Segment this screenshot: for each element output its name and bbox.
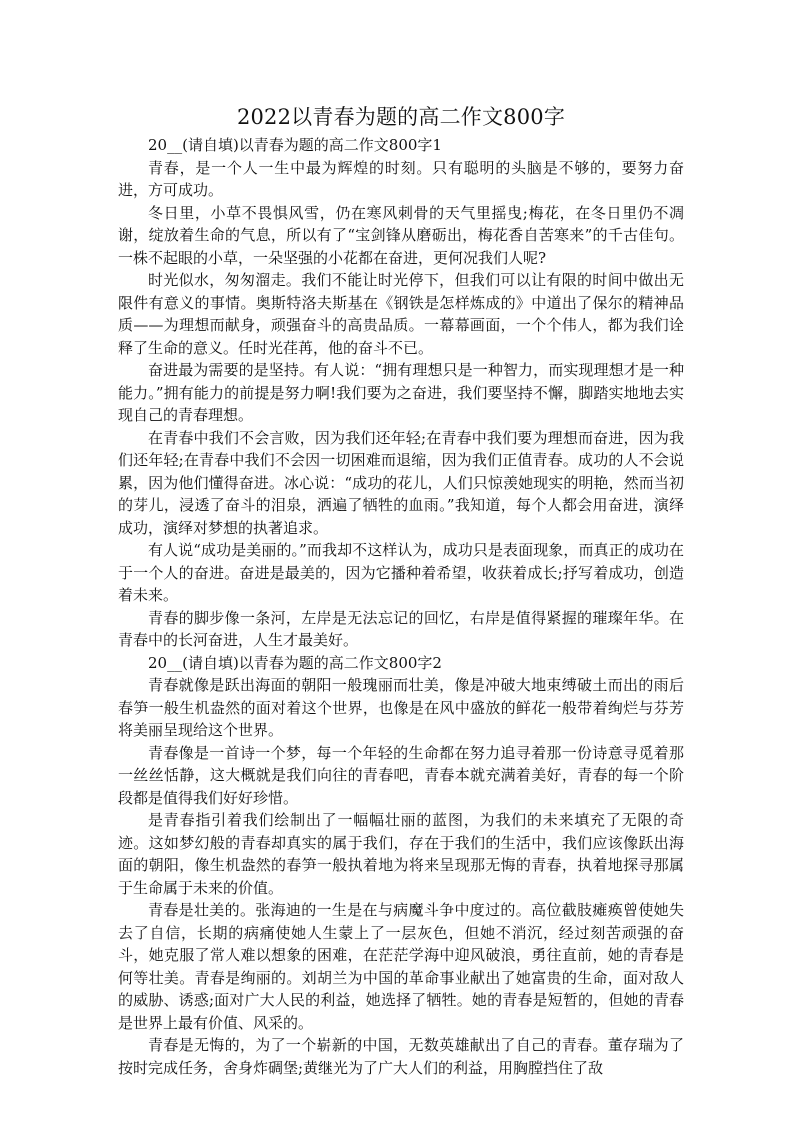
paragraph: 青春的脚步像一条河，左岸是无法忘记的回忆，右岸是值得紧握的璀璨年华。在青春中的长河奋进，人生才最美好。 <box>118 608 684 649</box>
paragraph: 是青春指引着我们绘制出了一幅幅壮丽的蓝图，为我们的未来填充了无限的奇迹。这如梦幻般的青春却真实的属于我们，存在于我们的生活中，我们应该像跃出海面的朝阳，像生机盎然的春笋一般执着地为将来呈现那无悔的青春，执着地探寻那属于生命属于未来的价值。 <box>118 811 684 897</box>
paragraph: 在青春中我们不会言败，因为我们还年轻;在青春中我们要为理想而奋进，因为我们还年轻;在青春中我们不会因一切困难而退缩，因为我们正值青春。成功的人不会说累，因为他们懂得奋进。冰心说：“成功的花儿，人们只惊羡她现实的明艳，然而当初的芽儿，浸透了奋斗的泪泉，洒遍了牺牲的血雨。”我知道，每个人都会用奋进，演绎成功，演绎对梦想的执著追求。 <box>118 428 684 537</box>
document-page <box>118 100 684 1079</box>
paragraph: 青春是无悔的，为了一个崭新的中国，无数英雄献出了自己的青春。董存瑞为了按时完成任务，舍身炸碉堡;黄继光为了广大人们的利益，用胸膛挡住了敌 <box>118 1036 684 1077</box>
paragraph: 青春就像是跃出海面的朝阳一般瑰丽而壮美，像是冲破大地束缚破土而出的雨后春笋一般生机盎然的面对着这个世界，也像是在风中盛放的鲜花一般带着绚烂与芬芳将美丽呈现给这个世界。 <box>118 676 684 739</box>
section-heading: 20__(请自填)以青春为题的高二作文800字2 <box>148 653 442 672</box>
paragraph: 青春是壮美的。张海迪的一生是在与病魔斗争中度过的。高位截肢瘫痪曾使她失去了自信，长期的病痛使她人生蒙上了一层灰色，但她不消沉，经过刻苦顽强的奋斗，她克服了常人难以想象的困难，在茫茫学海中迎风破浪，勇往直前，她的青春是何等壮美。青春是绚丽的。刘胡兰为中国的革命事业献出了她富贵的生命，面对敌人的威胁、诱惑;面对广大人民的利益，她选择了牺牲。她的青春是短暂的，但她的青春是世界上最有价值、风采的。 <box>118 901 684 1032</box>
essay-section-2 <box>118 652 684 1080</box>
section-heading: 20__(请自填)以青春为题的高二作文800字1 <box>148 136 442 154</box>
essay-section-1 <box>118 134 684 652</box>
paragraph: 冬日里，小草不畏惧风雪，仍在寒风刺骨的天气里摇曳;梅花，在冬日里仍不凋谢，绽放着生命的气息，所以有了“宝剑锋从磨砺出，梅花香自苦寒来”的千古佳句。一株不起眼的小草，一朵坚强的小花都在奋进，更何况我们人呢? <box>118 203 684 267</box>
paragraph: 青春，是一个人一生中最为辉煌的时刻。只有聪明的头脑是不够的，要努力奋进，方可成功。 <box>118 158 684 199</box>
paragraph: 青春像是一首诗一个梦，每一个年轻的生命都在努力追寻着那一份诗意寻觅着那一丝丝恬静，这大概就是我们向往的青春吧，青春本就充满着美好，青春的每一个阶段都是值得我们好好珍惜。 <box>118 743 684 807</box>
paragraph: 奋进最为需要的是坚持。有人说：“拥有理想只是一种智力，而实现理想才是一种能力。”拥有能力的前提是努力啊!我们要为之奋进，我们要坚持不懈，脚踏实地地去实现自己的青春理想。 <box>118 361 684 424</box>
paragraph: 时光似水，匆匆溜走。我们不能让时光停下，但我们可以让有限的时间中做出无限件有意义的事情。奥斯特洛夫斯基在《钢铁是怎样炼成的》中道出了保尔的精神品质——为理想而献身，顽强奋斗的高贵品质。一幕幕画面，一个个伟人，都为我们诠释了生命的意义。任时光荏苒，他的奋斗不已。 <box>118 271 684 357</box>
document-title: 2022以青春为题的高二作文800字 <box>236 105 566 129</box>
paragraph: 有人说“成功是美丽的。”而我却不这样认为，成功只是表面现象，而真正的成功在于一个人的奋进。奋进是最美的，因为它播种着希望，收获着成长;抒写着成功，创造着未来。 <box>118 541 684 604</box>
